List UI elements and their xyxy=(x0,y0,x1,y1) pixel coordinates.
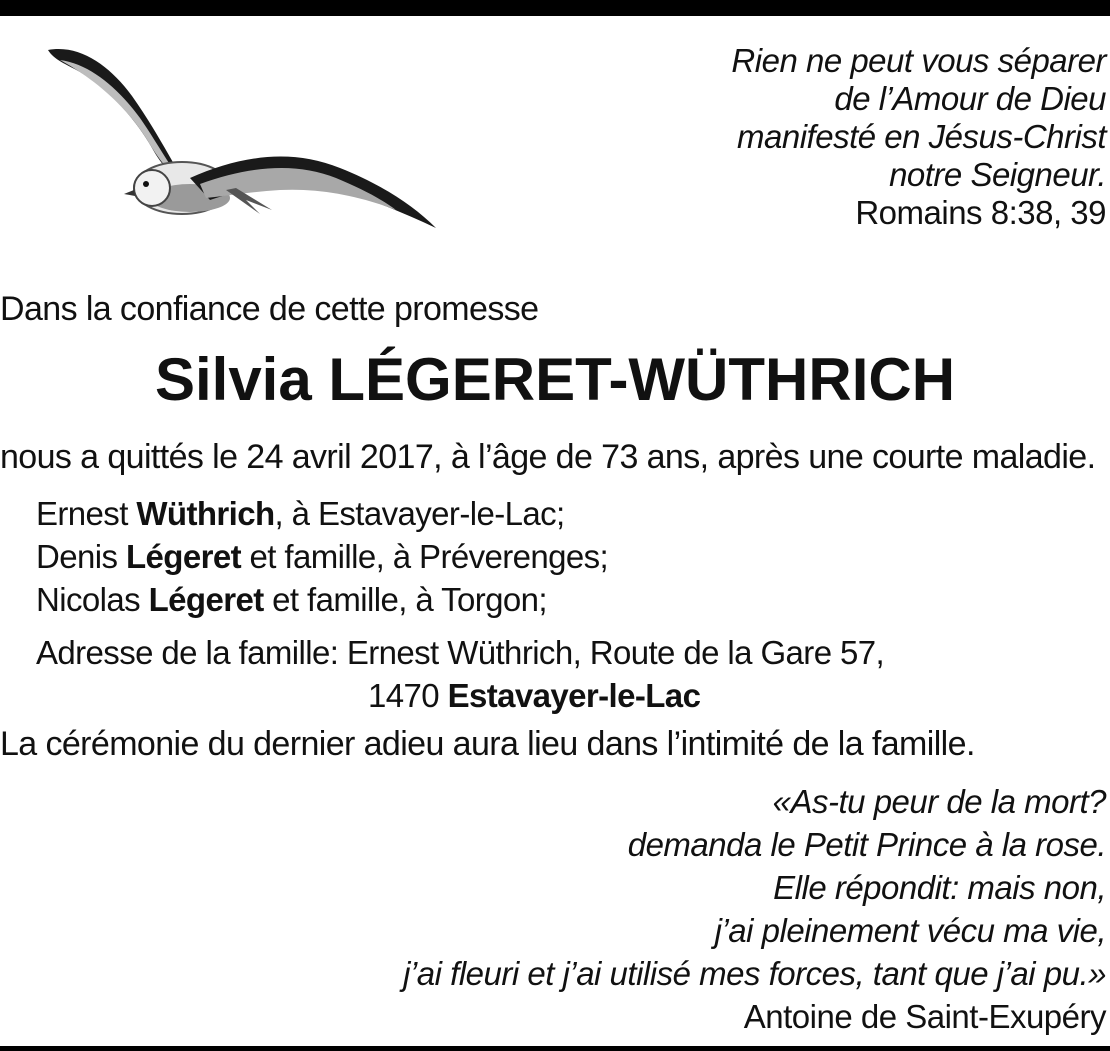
verse-line: notre Seigneur. xyxy=(889,156,1106,193)
verse-reference: Romains 8:38, 39 xyxy=(855,194,1106,231)
family-address xyxy=(36,631,884,717)
family-member: Nicolas Légeret et famille, à Torgon; xyxy=(36,581,547,618)
quote-line: Elle répondit: mais non, xyxy=(773,869,1106,906)
quote-line: demanda le Petit Prince à la rose. xyxy=(627,826,1106,863)
seagull-illustration xyxy=(40,38,450,238)
quote-line: j’ai pleinement vécu ma vie, xyxy=(714,912,1106,949)
deceased-name: Silvia LÉGERET-WÜTHRICH xyxy=(154,346,956,413)
quote-line: j’ai fleuri et j’ai utilisé mes forces, tant que j’ai pu.» xyxy=(403,955,1106,992)
bottom-rule xyxy=(0,1046,1110,1051)
top-rule xyxy=(0,0,1110,16)
verse-line: manifesté en Jésus-Christ xyxy=(737,118,1106,155)
closing-quote xyxy=(306,780,1106,1038)
family-member: Denis Légeret et famille, à Préverenges; xyxy=(36,538,609,575)
quote-line: «As-tu peur de la mort? xyxy=(772,783,1106,820)
verse-line: Rien ne peut vous séparer xyxy=(731,42,1106,79)
address-town-line: 1470 Estavayer-le-Lac xyxy=(368,677,701,714)
family-list xyxy=(36,492,608,621)
family-member: Ernest Wüthrich, à Estavayer-le-Lac; xyxy=(36,495,565,532)
passing-announcement: nous a quittés le 24 avril 2017, à l’âge de 73 ans, après une courte maladie. xyxy=(0,438,1096,476)
address-line: Adresse de la famille: Ernest Wüthrich, Route de la Gare 57, xyxy=(36,634,885,671)
quote-author: Antoine de Saint-Exupéry xyxy=(743,998,1106,1035)
bible-verse xyxy=(586,42,1106,232)
ceremony-text: La cérémonie du dernier adieu aura lieu dans l’intimité de la famille. xyxy=(0,725,975,763)
verse-line: de l’Amour de Dieu xyxy=(834,80,1106,117)
intro-text: Dans la confiance de cette promesse xyxy=(0,290,539,328)
